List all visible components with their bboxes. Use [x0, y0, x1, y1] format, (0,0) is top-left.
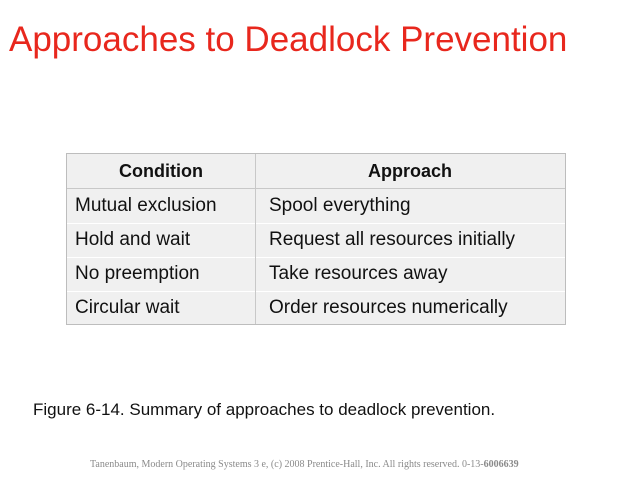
footer-text: Tanenbaum, Modern Operating Systems 3 e, (c) 2008 Prentice-Hall, Inc. All rights reserved. 0-13- — [90, 459, 484, 470]
table-row — [67, 189, 565, 223]
header-approach: Approach — [367, 160, 452, 181]
footer-isbn-suffix: 6006639 — [483, 459, 519, 470]
table-row — [67, 257, 565, 291]
figure-caption: Figure 6-14. Summary of approaches to deadlock prevention. — [33, 400, 496, 419]
slide-title: Approaches to Deadlock Prevention — [9, 20, 568, 59]
approach-cell: Spool everything — [269, 195, 411, 216]
table-row — [67, 223, 565, 257]
table-row — [67, 291, 565, 325]
table-header-row — [67, 154, 565, 188]
approach-cell: Take resources away — [269, 263, 448, 284]
copyright-footer — [90, 459, 519, 471]
condition-cell: Circular wait — [75, 297, 180, 318]
condition-cell: Hold and wait — [75, 229, 191, 250]
approach-cell: Request all resources initially — [269, 229, 516, 250]
approach-cell: Order resources numerically — [269, 297, 508, 318]
condition-cell: No preemption — [75, 263, 200, 284]
approaches-table — [66, 153, 566, 325]
condition-cell: Mutual exclusion — [75, 195, 217, 216]
header-condition: Condition — [119, 160, 203, 181]
column-divider — [255, 154, 256, 324]
